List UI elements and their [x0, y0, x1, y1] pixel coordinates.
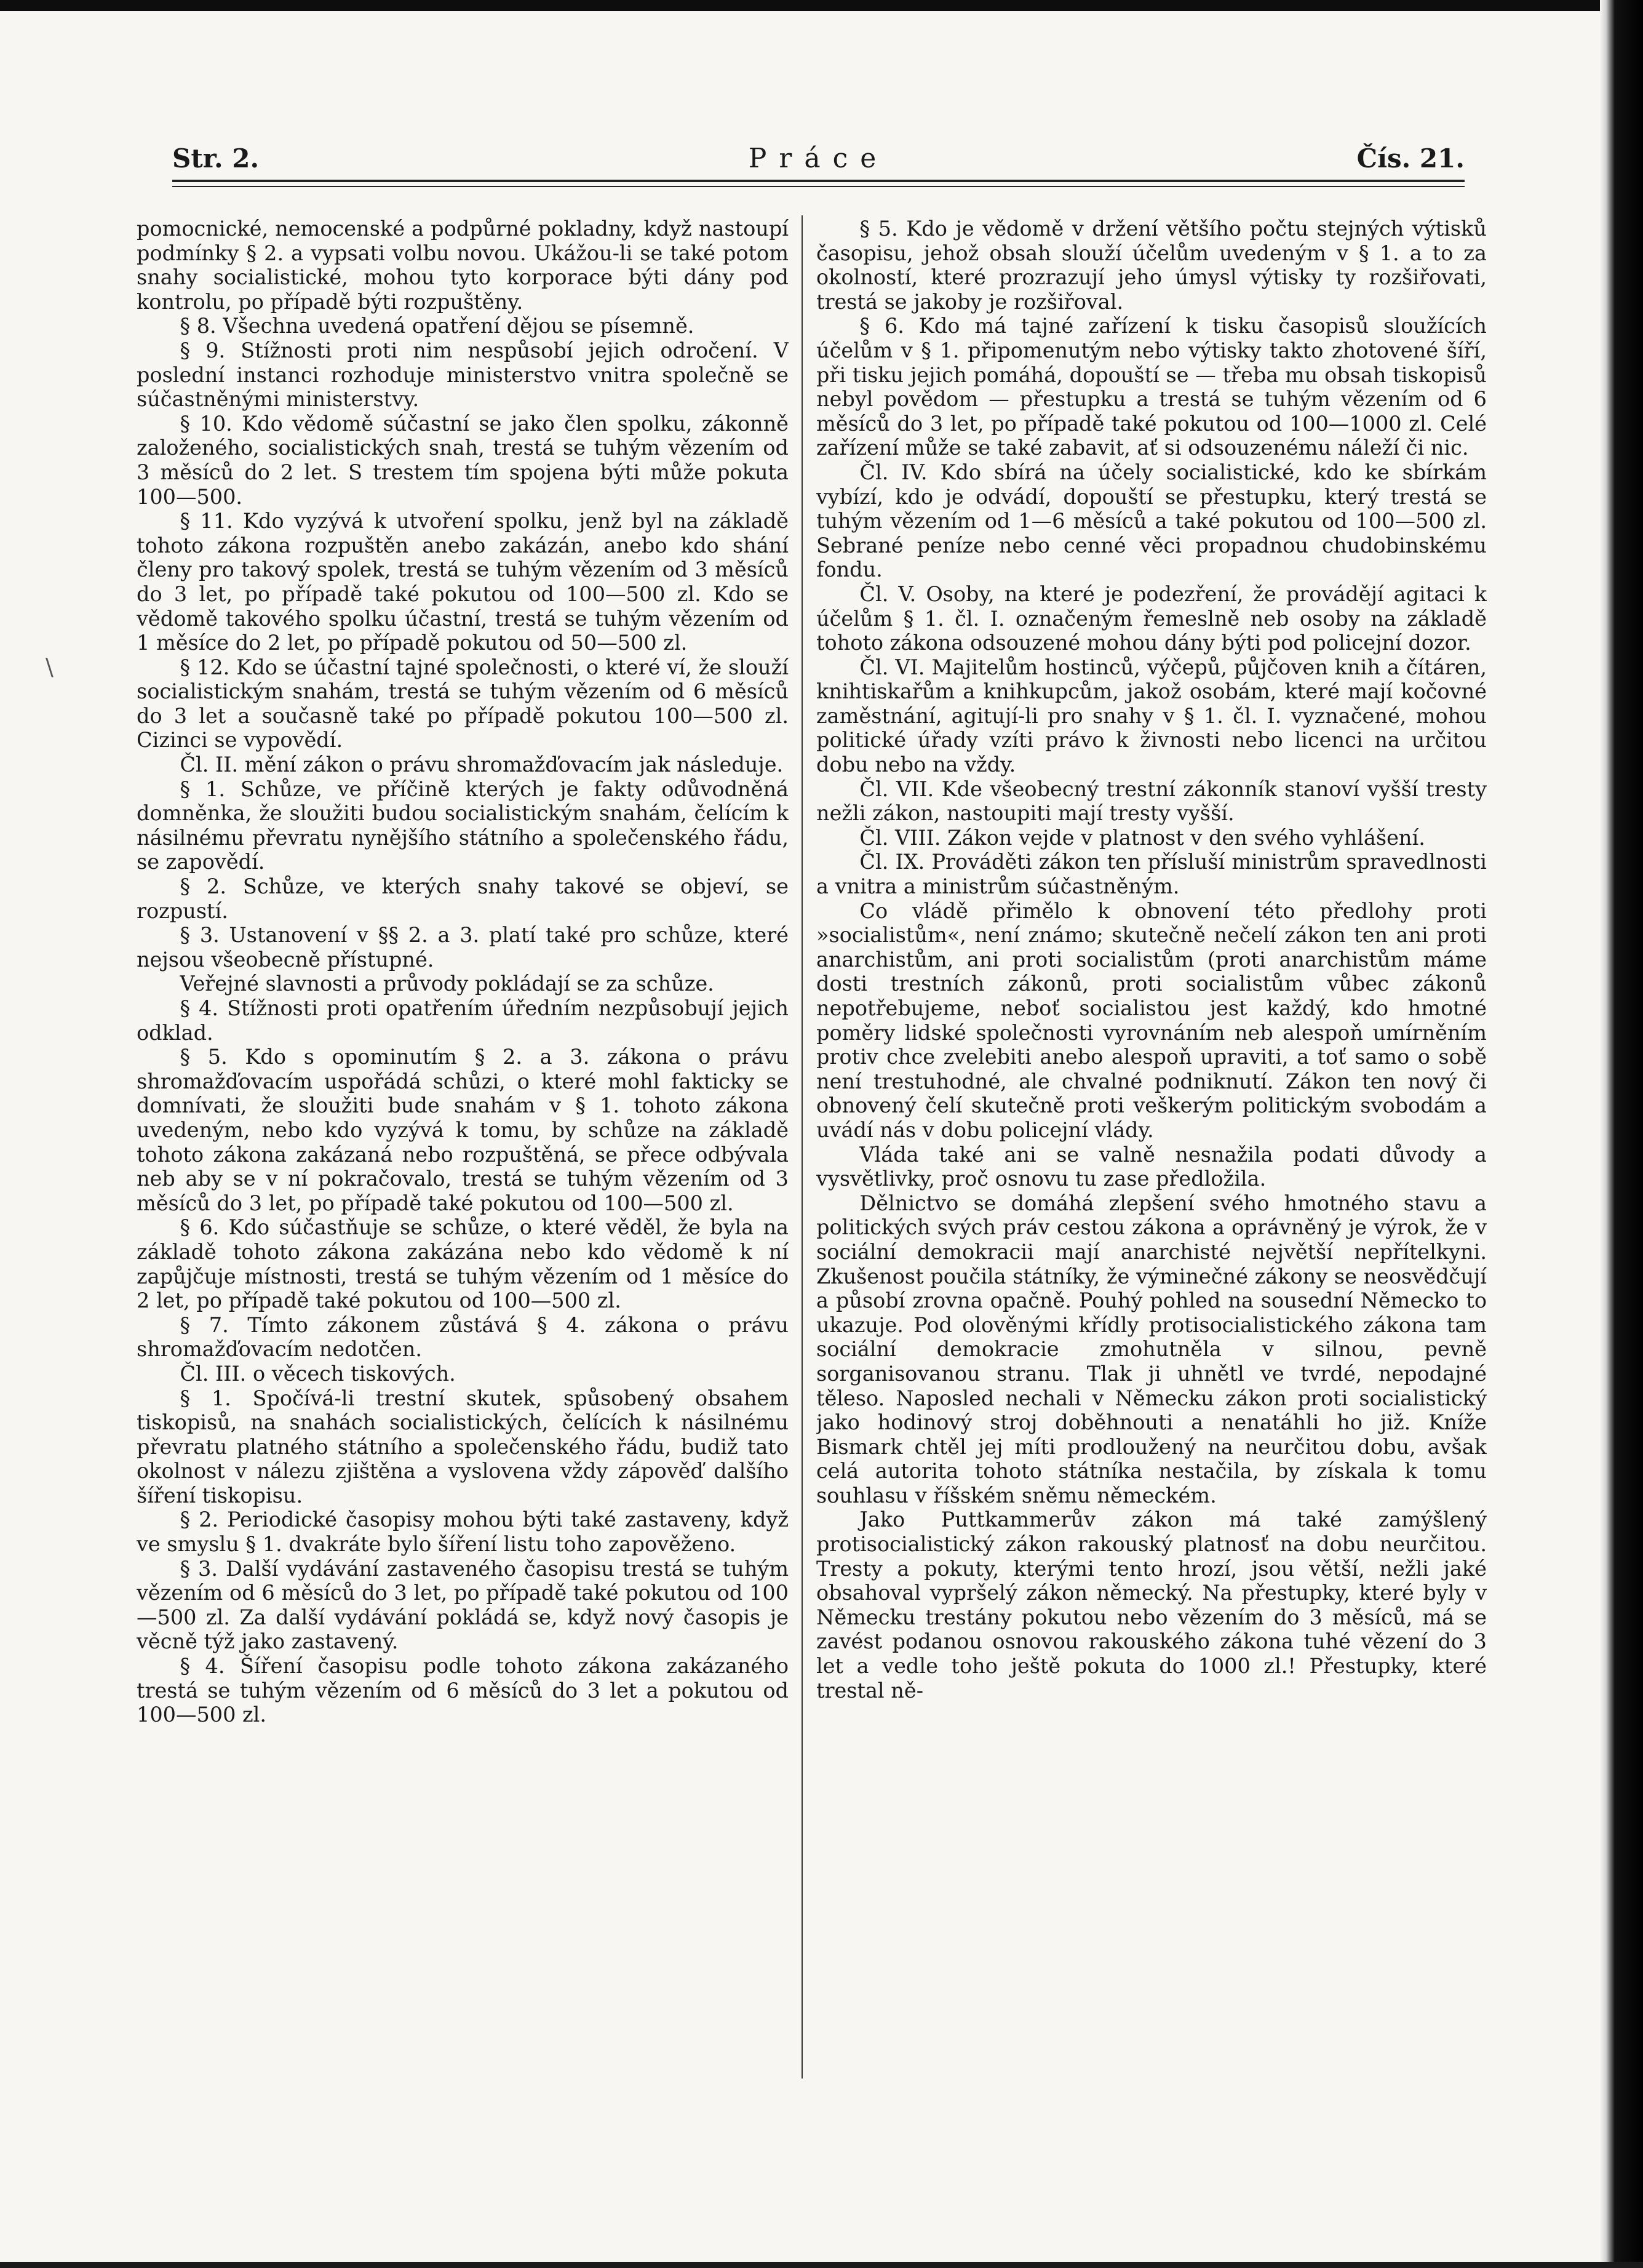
paragraph: Čl. II. mění zákon o právu shromažďovacím jak následuje. [180, 753, 784, 777]
paragraph: § 7. Tímto zákonem zůstává § 4. zákona o právu shromažďovacím nedotčen. [137, 1312, 789, 1362]
paragraph: § 2. Periodické časopisy mohou býti také zastaveny, když ve smyslu § 1. dvakráte bylo šíření listu toho zapověženo. [137, 1507, 789, 1557]
paragraph: Čl. III. o věcech tiskových. [180, 1361, 456, 1386]
paragraph: § 6. Kdo súčastňuje se schůze, o které věděl, že byla na základě tohoto zákona zakázána nebo kdo vědomě k ní zapůjčuje místnosti, trestá se tuhým vězením od 1 měsíce do 2 let, po případě také pokutou od 100—500 zl. [137, 1215, 789, 1313]
issue-number: Čís. 21. [1356, 143, 1465, 174]
paragraph: § 2. Schůze, ve kterých snahy takové se objeví, se rozpustí. [137, 874, 789, 923]
paragraph: Čl. VIII. Zákon vejde v platnost v den svého vyhlášení. [859, 825, 1425, 850]
paragraph: Čl. IV. Kdo sbírá na účely socialistické, kdo ke sbírkám vybízí, kdo je odvádí, dopouští se přestupku, který trestá se tuhým vězením od 1—6 měsíců a také pokutou od 100—500 zl. Sebrané peníze nebo cenné věci propadnou chudobinskému fondu. [816, 460, 1487, 582]
paragraph: § 8. Všechna uvedená opatření dějou se písemně. [180, 314, 694, 338]
paragraph: Čl. VII. Kde všeobecný trestní zákonník stanoví vyšší tresty nežli zákon, nastoupiti mají tresty vyšší. [816, 777, 1487, 826]
page-header [172, 140, 1465, 177]
newspaper-title: Práce [748, 143, 889, 174]
paragraph: § 5. Kdo s opominutím § 2. a 3. zákona o právu shromažďovacím uspořádá schůzi, o které mohl fakticky se domnívati, že sloužiti bude snahám v § 1. tohoto zákona uvedeným, nebo kdo vyzývá k tomu, by schůze na základě tohoto zákona zakázaná nebo rozpuštěná, se přece odbývala neb aby se v ní pokračovalo, trestá se tuhým vězením od 3 měsíců do 3 let, po případě také pokutou od 100—500 zl. [137, 1045, 789, 1215]
paragraph: § 4. Stížnosti proti opatřením úředním nezpůsobují jejich odklad. [137, 996, 789, 1045]
paragraph: § 4. Šíření časopisu podle tohoto zákona zakázaného trestá se tuhým vězením od 6 měsíců do 3 let a pokutou od 100—500 zl. [137, 1654, 789, 1727]
paragraph: Dělnictvo se domáhá zlepšení svého hmotného stavu a politických svých práv cestou zákona a oprávněný je výrok, že v sociální demokracii mají anarchisté největší nepřítelkyni. Zkušenost poučila státníky, že výminečné zákony se neosvědčují a působí zrovna opačně. Pouhý pohled na sousední Německo to ukazuje. Pod olověnými křídly protisocialistického zákona tam sociální demokracie zmohutněla v silnou, pevně sorganisovanou stranu. Tlak ji uhnětl ve tvrdé, nepodajné těleso. Naposled nechali v Německu zákon proti socialistický jako hodinový stroj doběhnouti a nenatáhli ho již. Kníže Bismark chtěl jej míti prodloužený na neurčitou dobu, avšak celá autorita tohoto státníka nestačila, by získala k tomu souhlasu v říšském sněmu německém. [816, 1191, 1487, 1507]
paragraph: § 3. Ustanovení v §§ 2. a 3. platí také pro schůze, které nejsou všeobecně přístupné. [137, 923, 789, 972]
right-column [816, 217, 1487, 2161]
paragraph: § 6. Kdo má tajné zařízení k tisku časopisů sloužících účelům v § 1. připomenutým nebo výtisky takto zhotovené šíří, při tisku jejich pomáhá, dopouští se — třeba mu obsah tiskopisů nebyl povědom — přestupku a trestá se tuhým vězením od 6 měsíců do 3 let, po případě také pokutou od 100—1000 zl. Celé zařízení může se také zabavit, ať si odsouzenému náleží či nic. [816, 314, 1487, 460]
paragraph: § 12. Kdo se účastní tajné společnosti, o které ví, že slouží socialistickým snahám, trestá se tuhým vězením od 6 měsíců do 3 let a současně také po případě pokutou 100—500 zl. Cizinci se vypovědí. [137, 655, 789, 753]
scan-top-edge [0, 0, 1643, 11]
paragraph: Vláda také ani se valně nesnažila podati důvody a vysvětlivky, proč osnovu tu zase předložila. [816, 1142, 1487, 1191]
header-rule-thick [172, 180, 1465, 182]
paragraph: § 3. Další vydávání zastaveného časopisu trestá se tuhým vězením od 6 měsíců do 3 let, po případě také pokutou od 100—500 zl. Za další vydávání pokládá se, když nový časopis je věcně týž jako zastavený. [137, 1556, 789, 1654]
paragraph: § 5. Kdo je vědomě v držení většího počtu stejných výtisků časopisu, jehož obsah slouží účelům uvedeným v § 1. a to za okolností, které prozrazují jeho úmysl výtisky ty rozšiřovati, trestá se jakoby je rozšiřoval. [816, 217, 1487, 314]
page-number: Str. 2. [172, 143, 260, 174]
paragraph: pomocnické, nemocenské a podpůrné pokladny, když nastoupí podmínky § 2. a vypsati volbu novou. Ukážou-li se také potom snahy socialistické, mohou tyto korporace býti dány pod kontrolu, po případě býti rozpuštěny. [137, 217, 789, 314]
paragraph: § 10. Kdo vědomě súčastní se jako člen spolku, zákonně založeného, socialistických snah, trestá se tuhým vězením od 3 měsíců do 2 let. S trestem tím spojena býti může pokuta 100—500. [137, 411, 789, 509]
paragraph: Čl. V. Osoby, na které je podezření, že provádějí agitaci k účelům § 1. čl. I. označeným řemeslně neb osoby na základě tohoto zákona odsouzené mohou dány býti pod policejní dozor. [816, 581, 1487, 655]
scan-right-edge [1600, 0, 1643, 2268]
scan-bottom-edge [0, 2262, 1643, 2268]
margin-pencil-mark: \ [46, 653, 54, 681]
paragraph: Co vládě přimělo k obnovení této předlohy proti »socialistům«, není známo; skutečně nečelí zákon ten ani proti anarchistům, ani proti socialistům (proti anarchistům máme dosti trestních zákonů, proti socialistům vůbec zákonů nepotřebujeme, neboť socialistou jest každý, kdo hmotné poměry lidské společnosti vyrovnáním neb alespoň umírněním protiv chce zvelebiti anebo alespoň upraviti, a toť samo o sobě není trestuhodné, ale chvalné podniknutí. Zákon ten nový či obnovený čelí skutečně proti veškerým politickým svobodám a uvádí nás v dobu policejní vlády. [816, 898, 1487, 1142]
paragraph: § 9. Stížnosti proti nim nespůsobí jejich odročení. V poslední instanci rozhoduje ministerstvo vnitra společně se súčastněnými ministerstvy. [137, 338, 789, 412]
left-column [137, 217, 789, 2161]
paragraph: Čl. VI. Majitelům hostinců, výčepů, půjčoven knih a čítáren, knihtiskařům a knihkupcům, jakož osobám, které mají kočovné zaměstnání, agitují-li pro snahy v § 1. čl. I. vyznačené, mohou politické úřady vzíti právo k živnosti nebo licenci na určitou dobu nebo na vždy. [816, 655, 1487, 777]
paragraph: § 11. Kdo vyzývá k utvoření spolku, jenž byl na základě tohoto zákona rozpuštěn anebo zakázán, anebo kdo shání členy pro takový spolek, trestá se tuhým vězením od 3 měsíců do 3 let, po případě také pokutou od 100—500 zl. Kdo se vědomě takového spolku účastní, trestá se tuhým vězením od 1 měsíce do 2 let, po případě pokutou od 50—500 zl. [137, 509, 789, 655]
paragraph: Veřejné slavnosti a průvody pokládají se za schůze. [180, 972, 714, 996]
paragraph: § 1. Spočívá-li trestní skutek, spůsobený obsahem tiskopisů, na snahách socialistických, čelících k násilnému převratu platného státního a společenského řádu, budiž tato okolnost v nálezu zjištěna a vyslovena vždy zápověď dalšího šíření tiskopisu. [137, 1386, 789, 1507]
column-divider [802, 215, 803, 2078]
paragraph: Čl. IX. Prováděti zákon ten přísluší ministrům spravedlnosti a vnitra a ministrům súčastněným. [816, 850, 1487, 899]
paragraph: § 1. Schůze, ve příčině kterých je fakty odůvodněná domněnka, že sloužiti budou socialistickým snahám, čelícím k násilnému převratu nynějšího státního a společenského řádu, se zapovědí. [137, 777, 789, 874]
paragraph: Jako Puttkammerův zákon má také zamýšlený protisocialistický zákon rakouský platnosť na dobu neurčitou. Tresty a pokuty, kterými tento hrozí, jsou větší, nežli jaké obsahoval vypršelý zákon německý. Na přestupky, které byly v Německu trestány pokutou nebo vězením do 3 měsíců, má se zavést podanou osnovou rakouského zákona tuhé vězení do 3 let a vedle toho ještě pokuta do 1000 zl.! Přestupky, které trestal ně- [816, 1507, 1487, 1703]
header-rule-thin [172, 186, 1465, 187]
